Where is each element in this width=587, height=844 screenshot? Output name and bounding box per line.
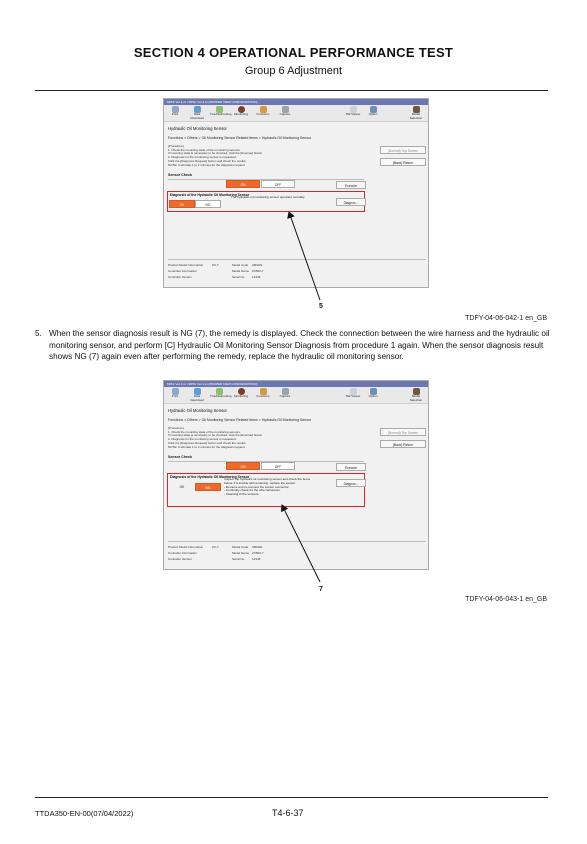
diagnosis-ng-indicator: NG — [195, 483, 221, 491]
toolbar-option-button[interactable]: Option — [364, 106, 382, 117]
figure-id-2: TDFY-04-06-043-1 en_GB — [465, 596, 547, 603]
execute-button[interactable]: Execute — [336, 181, 366, 189]
figure-id-1: TDFY-04-06-042-1 en_GB — [465, 315, 547, 322]
diagnosis-ok-indicator: OK — [169, 200, 195, 208]
window-title-bar: MPDr Ver.3.xx / MPDr Ver.3.xx [PROPER VIEW CONFIGURATION] — [164, 99, 428, 105]
toolbar-viewer-button[interactable]: SW Viewer — [344, 388, 362, 399]
callout-5: 5 — [319, 303, 323, 310]
footer-document-code: TTDA350-EN-00(07/04/2022) — [35, 809, 134, 818]
toolbar — [164, 387, 428, 404]
procedure-text: [Procedure] 1. Check the mounting state of the monitoring sensors. If mounting state is necessary to be checked, click the [Execute] button. 2. Diagnosis for the monitoring sensor is requested. Click the [Diagnosis Request] button and check the results. NOTE: It will take 1 to 2 minutes for the diagnosis request. — [168, 426, 264, 449]
status-divider — [168, 259, 426, 260]
toolbar-capture-button[interactable]: Capture — [276, 388, 294, 399]
toolbar-functions-button[interactable]: Functions — [254, 106, 272, 117]
toolbar-functions-button[interactable]: Functions — [254, 388, 272, 399]
sensor-check-heading: Sensor Check — [168, 455, 192, 459]
diagnosis-request-button[interactable]: Diagnos... — [336, 198, 366, 206]
screenshot-ng-result: MPDr Ver.3.xx / MPDr Ver.3.xx [PROPER VIEW CONFIGURATION] Print Data Download Troubleshooting Monitoring Functions Capture SW Viewer Option Model Selection Hydraulic Oil Monitoring Sensor Functions > Others > Oil Monitoring Sensor Related Items > Hydraulic Oil Monitoring Sensor [Procedure] 1. Check the mounting state of the monitoring sensors. If mounting state is necessary to be checked, click the [Execute] button. 2. Diagnosis for the monitoring sensor is requested. Click the [Diagnosis Request] button and check the results. NOTE: It will take 1 to 2 minutes for the diagnosis request. (Normal) Top Screen (Back) Return Sensor Check ON OFF Execute Diagnosis of the Hydraulic Oil Monitoring Sensor OK NG Inspect the hydraulic oil monitoring sensor and check the items below. If a trouble still remaining, replace the sensor. - Remove and re-connect the sensor connector. - Continuity check for the wire harnesses. - Cleaning of the sensors. Diagnos... Product Model Information ZX-7 Model Code ABCDE Controller Information Model Name ZX500-7 Controller Version Serial No. 12345 — [163, 380, 429, 570]
breadcrumb: Functions > Others > Oil Monitoring Sensor Related Items > Hydraulic Oil Monitoring Sensor — [168, 418, 312, 422]
toolbar-option-button[interactable]: Option — [364, 388, 382, 399]
step-text: When the sensor diagnosis result is NG (7), the remedy is displayed. Check the connection between the wire harness and the hydraulic oil monitoring sensor, and perform [C] Hydraulic Oil Monitoring Sensor Diagnosis from procedure 1 again. When the sensor diagnosis result shows NG (7) again even after performing the remedy, replace the hydraulic oil monitoring sensor. — [49, 329, 550, 362]
toolbar-print-button[interactable]: Print — [166, 388, 184, 399]
step-5-paragraph — [35, 328, 550, 363]
window-title-bar: MPDr Ver.3.xx / MPDr Ver.3.xx [PROPER VIEW CONFIGURATION] — [164, 381, 428, 387]
toolbar-download-button[interactable]: Data Download — [188, 388, 206, 402]
toolbar-monitoring-button[interactable]: Monitoring — [232, 106, 250, 117]
screenshot-ok-result: MPDr Ver.3.xx / MPDr Ver.3.xx [PROPER VIEW CONFIGURATION] Print Data Download Troubleshooting Monitoring Functions Capture SW Viewer Option Model Selection Hydraulic Oil Monitoring Sensor Functions > Others > Oil Monitoring Sensor Related Items > Hydraulic Oil Monitoring Sensor [Procedure] 1. Check the mounting state of the monitoring sensors. If mounting state is necessary to be checked, click the [Execute] button. 2. Diagnosis for the monitoring sensor is requested. Click the [Diagnosis Request] button and check the results. NOTE: It will take 1 to 2 minutes for the diagnosis request. (Normal) Top Screen (Back) Return Sensor Check ON OFF Execute Diagnosis of the Hydraulic Oil Monitoring Sensor OK NG The hydraulic oil monitoring sensor operates normally. Diagnos... Product Model Information ZX-7 Model Code ABCDE Controller Information Model Name ZX500-7 Controller Version Serial No. 12345 — [163, 98, 429, 288]
footer-page-number: T4-6-37 — [272, 808, 304, 818]
page-title: SECTION 4 OPERATIONAL PERFORMANCE TEST — [133, 45, 454, 60]
panel-title: Hydraulic Oil Monitoring Sensor — [168, 126, 227, 131]
back-return-button[interactable]: (Back) Return — [380, 440, 426, 448]
procedure-text: [Procedure] 1. Check the mounting state of the monitoring sensors. If mounting state is necessary to be checked, click the [Execute] button. 2. Diagnosis for the monitoring sensor is requested. Click the [Diagnosis Request] button and check the results. NOTE: It will take 1 to 2 minutes for the diagnosis request. — [168, 144, 264, 167]
toolbar-troubleshooting-button[interactable]: Troubleshooting — [210, 106, 228, 117]
diagnosis-ok-message: The hydraulic oil monitoring sensor operates normally. — [231, 195, 306, 199]
diagnosis-heading: Diagnosis of the Hydraulic Oil Monitoring Sensor — [170, 193, 250, 197]
sensor-check-heading: Sensor Check — [168, 173, 192, 177]
sensor-on-button[interactable]: ON — [226, 180, 260, 188]
page-subtitle: Group 6 Adjustment — [244, 65, 343, 77]
normal-top-screen-button[interactable]: (Normal) Top Screen — [380, 146, 426, 154]
status-divider — [168, 541, 426, 542]
diagnosis-ng-remedy: Inspect the hydraulic oil monitoring sensor and check the items below. If a trouble still remaining, replace the sensor. - Remove and re-connect the sensor connector. - Continuity check for the wire harnesses. - Cleaning of the sensors. — [224, 477, 311, 497]
toolbar-model-selection-button[interactable]: Model Selection — [407, 106, 425, 120]
toolbar — [164, 105, 428, 122]
sensor-off-button[interactable]: OFF — [261, 180, 295, 188]
execute-button[interactable]: Execute — [336, 463, 366, 471]
diagnosis-ng-indicator: NG — [195, 200, 221, 208]
panel-title: Hydraulic Oil Monitoring Sensor — [168, 408, 227, 413]
toolbar-download-button[interactable]: Data Download — [188, 106, 206, 120]
footer-rule — [35, 797, 548, 798]
sensor-on-button[interactable]: ON — [226, 462, 260, 470]
breadcrumb: Functions > Others > Oil Monitoring Sensor Related Items > Hydraulic Oil Monitoring Sensor — [168, 136, 312, 140]
sensor-off-button[interactable]: OFF — [261, 462, 295, 470]
header-rule — [35, 90, 548, 91]
diagnosis-heading: Diagnosis of the Hydraulic Oil Monitoring Sensor — [170, 475, 250, 479]
toolbar-print-button[interactable]: Print — [166, 106, 184, 117]
toolbar-monitoring-button[interactable]: Monitoring — [232, 388, 250, 399]
callout-7: 7 — [319, 586, 323, 593]
back-return-button[interactable]: (Back) Return — [380, 158, 426, 166]
normal-top-screen-button[interactable]: (Normal) Top Screen — [380, 428, 426, 436]
toolbar-troubleshooting-button[interactable]: Troubleshooting — [210, 388, 228, 399]
diagnosis-request-button[interactable]: Diagnos... — [336, 479, 366, 487]
diagnosis-ok-indicator: OK — [179, 485, 185, 489]
step-number: 5. — [35, 329, 42, 338]
toolbar-capture-button[interactable]: Capture — [276, 106, 294, 117]
toolbar-model-selection-button[interactable]: Model Selection — [407, 388, 425, 402]
toolbar-viewer-button[interactable]: SW Viewer — [344, 106, 362, 117]
